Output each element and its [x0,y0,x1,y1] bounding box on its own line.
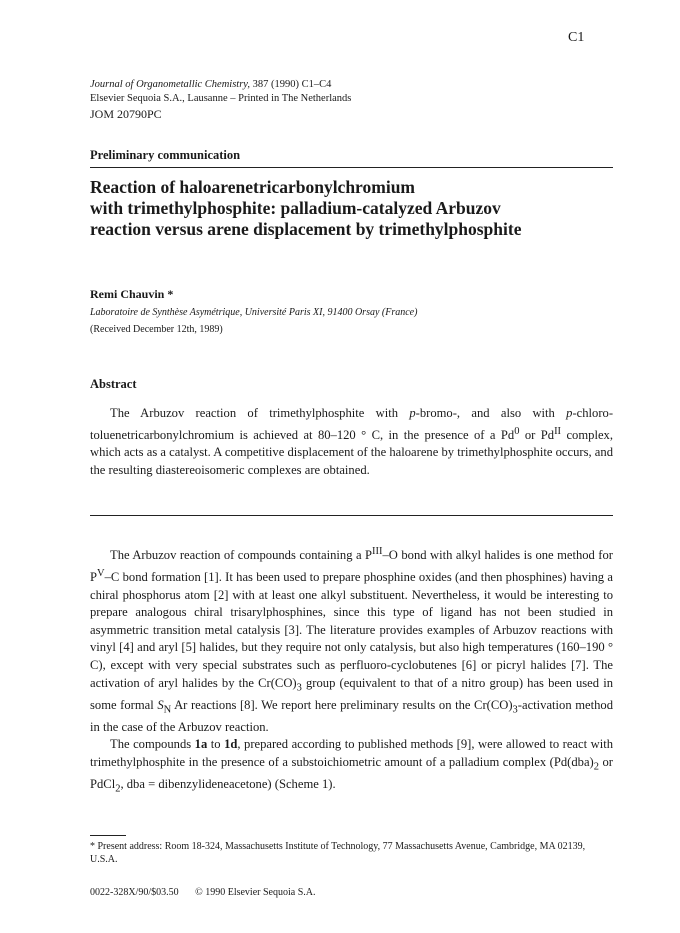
article-code: JOM 20790PC [90,107,162,121]
body-paragraph: The Arbuzov reaction of compounds containing a $P^{III}-O$ bond with alkyl halides is one method for $P^V-C$ bond formation [1]. It has been used to prepare phosphine oxides (and then phosphines) having a chiral phosphorus atom [2] with at least one alkyl substituent. Nevertheless, it would be interesting to prepare analogous chiral trisarylphosphines, since this type of ligand has not been studied in asymmetric transition metal catalysis [3]. The literature provides examples of Arbuzov reactions with vinyl [4] and aryl [5] halides, but they require not only catalysis, but also high temperatures (160–190 ° C), except with very special substrates such as perfluoro-cyclobutenes [6] or picryl halides [7]. The activation of aryl halides by the $Cr(CO)_3$ group (equivalent to that of a nitro group) has been used in some formal $S_N$ Ar reactions [8]. We report here preliminary results on the $Cr(CO)_3$-activation method in the case of the Arbuzov reaction. [90,546,613,734]
title-line: reaction versus arene displacement by trimethylphosphite [90,219,522,239]
page-number: C1 [568,30,585,45]
footnote: * Present address: Room 18-324, Massachusetts Institute of Technology, 77 Massachusetts Avenue, Cambridge, MA 02139, U.S.A. [90,841,586,865]
title-line: with trimethylphosphite: palladium-catalyzed Arbuzov [90,198,501,218]
journal-citation [90,78,610,92]
article-title [90,177,620,240]
body-text [90,543,613,798]
section-label: Preliminary communication [90,148,241,162]
issn-price: 0022-328X/90/$03.50 [90,887,179,898]
title-line: Reaction of haloarenetricarbonylchromium [90,177,416,197]
abstract-rule [90,515,613,516]
publisher-line: Elsevier Sequoia S.A., Lausanne – Printed in The Netherlands [90,93,352,104]
journal-volume: 387 (1990) C1–C4 [250,79,332,90]
footnote-rule [90,835,126,836]
abstract-heading: Abstract [90,377,137,391]
journal-header [90,78,610,122]
journal-name: Journal of Organometallic Chemistry, [90,79,251,90]
body-paragraph: The compounds 1a to 1d, prepared according to published methods [9], were allowed to react with trimethylphosphite in the presence of a substoichiometric amount of a palladium complex ($Pd(dba)_2$ or PdCl$_2$, dba = dibenzylideneacetone) (Scheme 1). [90,737,613,795]
header-rule [90,167,613,168]
author-name: Remi Chauvin * [90,287,174,301]
abstract-text: The Arbuzov reaction of trimethylphosphite with p-bromo-, and also with p-chloro-toluenetricarbonylchromium is achieved at 80–120 ° C, in the presence of a Pd$^0$ or $Pd^{II}$ complex, which acts as a catalyst. A competitive displacement of the haloarene by trimethylphosphite occurs, and the resulting diastereoisomeric complexes are obtained. [90,406,614,477]
affiliation: Laboratoire de Synthèse Asymétrique, Université Paris XI, 91400 Orsay (France) [90,307,418,318]
received-date: (Received December 12th, 1989) [90,324,223,335]
copyright: © 1990 Elsevier Sequoia S.A. [195,887,316,898]
page-footer [90,887,315,898]
